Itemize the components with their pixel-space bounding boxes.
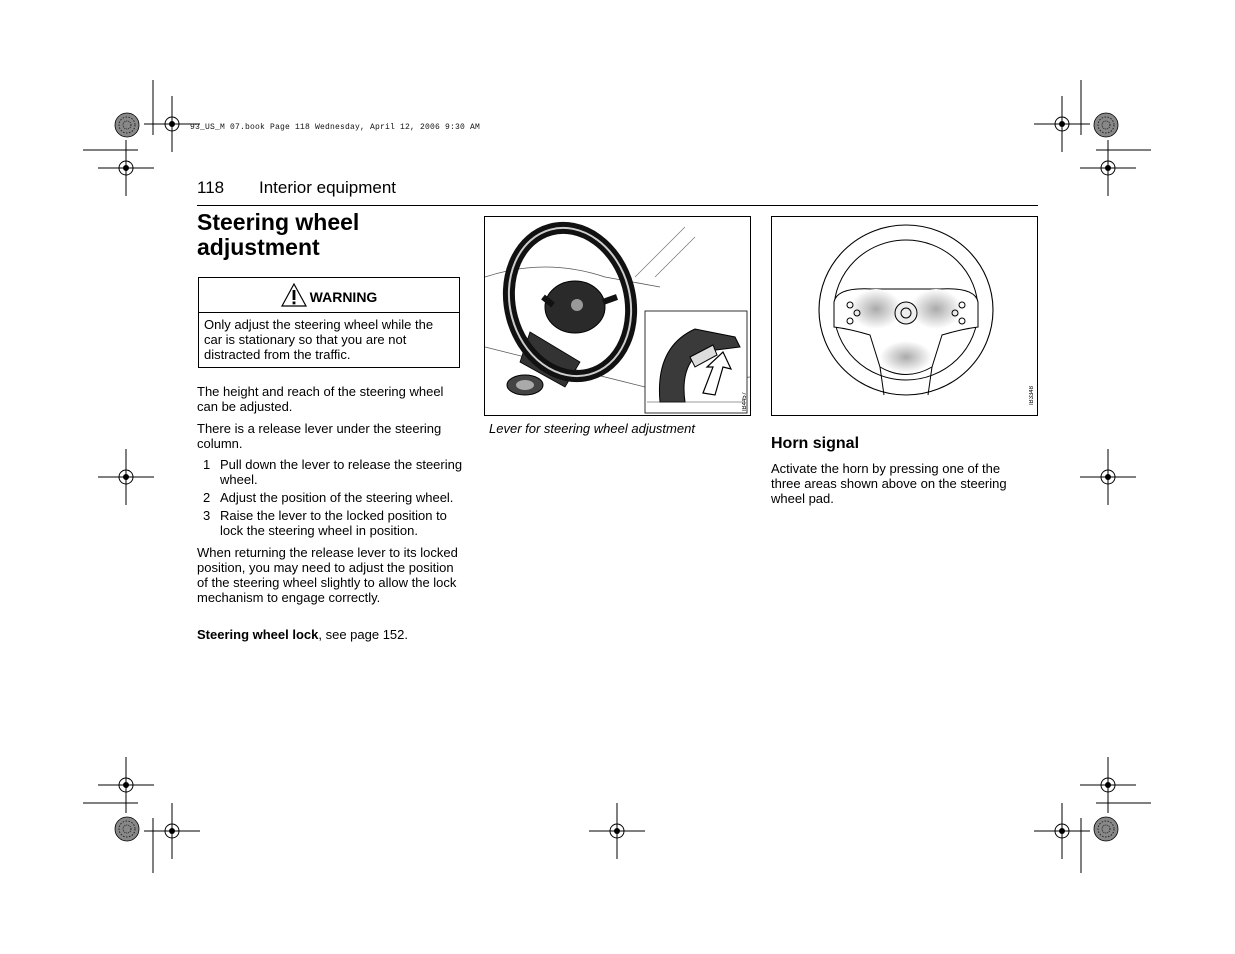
figure-steering-lever <box>484 216 751 416</box>
intro-paragraph-1: The height and reach of the steering wheel can be adjusted. <box>197 384 444 414</box>
list-item: 3 Raise the lever to the locked position to lock the steering wheel in position. <box>203 508 447 538</box>
figure-code: IB3348 <box>1029 385 1035 405</box>
steps-list <box>203 457 465 541</box>
intro-paragraph-2: There is a release lever under the steering column. <box>197 421 442 451</box>
horn-text: Activate the horn by pressing one of the three areas shown above on the steering wheel pad. <box>771 461 1007 506</box>
title-line-2: adjustment <box>197 234 320 260</box>
list-item: 2 Adjust the position of the steering wheel. <box>203 490 454 505</box>
print-metadata: 93_US_M 07.book Page 118 Wednesday, April 12, 2006 9:30 AM <box>190 123 481 132</box>
figure-code: IB4457 <box>742 391 748 411</box>
see-also: Steering wheel lock, see page 152. <box>197 627 409 642</box>
section-title: Interior equipment <box>259 178 397 197</box>
page-number: 118 <box>197 178 225 197</box>
warning-header <box>199 278 459 313</box>
warning-box <box>198 277 460 368</box>
returning-paragraph: When returning the release lever to its locked position, you may need to adjust the position of the steering wheel slightly to allow the lock mechanism to engage correctly. <box>197 545 458 605</box>
list-item: 1 Pull down the lever to release the steering wheel. <box>203 457 463 487</box>
steering-wheel-illustration <box>485 217 750 415</box>
warning-triangle-icon <box>281 283 307 307</box>
horn-heading: Horn signal <box>771 435 860 452</box>
page-header <box>197 177 1038 206</box>
figure-caption: Lever for steering wheel adjustment <box>489 421 695 436</box>
page-title <box>197 210 457 260</box>
title-line-1: Steering wheel <box>197 209 360 235</box>
warning-heading: WARNING <box>309 288 378 305</box>
warning-text: Only adjust the steering wheel while the car is stationary so that you are not distracted from the traffic. <box>204 317 434 362</box>
figure-horn-areas <box>771 216 1038 416</box>
horn-pad-illustration <box>772 217 1037 415</box>
see-also-link: Steering wheel lock <box>197 627 319 642</box>
